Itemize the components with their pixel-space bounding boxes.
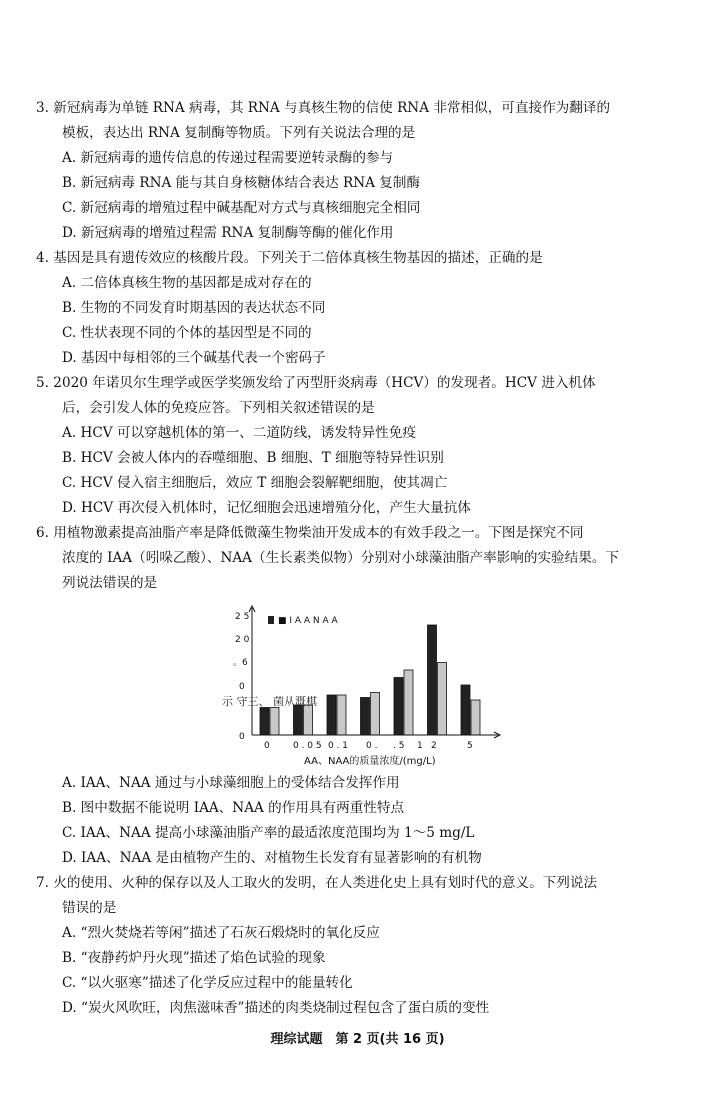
x-tick-label: 5	[467, 741, 473, 751]
q5-option-c: C. HCV 侵入宿主细胞后，效应 T 细胞会裂解靶细胞，使其凋亡	[62, 475, 448, 491]
bar-naa-0.1	[337, 695, 346, 735]
q6-option-d: D. IAA、NAA 是由植物产生的、对植物生长发育有显著影响的有机物	[62, 850, 482, 866]
bar-iaa-0.1	[327, 695, 336, 735]
q3-option-b: B. 新冠病毒 RNA 能与其自身核糖体结合表达 RNA 复制酶	[62, 175, 421, 191]
q6-stem-line2: 浓度的 IAA（吲哚乙酸）、NAA（生长素类似物）分别对小球藻油脂产率影响的实验结果。下	[62, 550, 620, 566]
bar-iaa-5	[461, 685, 470, 735]
x-tick-label: 1	[417, 741, 423, 751]
bar-iaa-1	[394, 678, 403, 736]
x-tick-label: 0 .	[366, 741, 378, 751]
y-tick-label: 0	[239, 682, 245, 692]
page-footer: 理综试题 第 2 页(共 16 页)	[270, 1032, 445, 1047]
x-tick-label: 0 . 1	[328, 741, 349, 751]
q7-option-b: B. “夜静药炉丹火现”描述了焰色试验的现象	[62, 950, 326, 966]
bar-naa-0.5	[371, 693, 380, 736]
q7-stem-line2: 错误的是	[62, 900, 117, 916]
q6-option-a: A. IAA、NAA 通过与小球藻细胞上的受体结合发挥作用	[62, 775, 400, 791]
oil-yield-bar-chart	[220, 598, 510, 770]
bar-naa-0.05	[304, 705, 313, 735]
x-tick-label: 0 . 0 5	[293, 741, 322, 751]
bar-iaa-0.05	[294, 705, 303, 735]
q3-option-d: D. 新冠病毒的增殖过程需 RNA 复制酶等酶的催化作用	[62, 225, 394, 241]
y-tick-label: 2 5	[235, 612, 250, 622]
q3-stem-line1: 3. 新冠病毒为单链 RNA 病毒，其 RNA 与真核生物的信使 RNA 非常相似，可直接作为翻译的	[36, 100, 611, 116]
legend-swatch-iaa	[268, 616, 274, 624]
bar-naa-0	[270, 708, 279, 736]
x-axis-label: AA、NAA的质量浓度/(mg/L)	[304, 756, 436, 767]
q5-option-d: D. HCV 再次侵入机体时，记忆细胞会迅速增殖分化，产生大量抗体	[62, 500, 471, 516]
bar-naa-5	[471, 700, 480, 735]
bar-iaa-0.5	[361, 698, 370, 736]
q4-option-c: C. 性状表现不同的个体的基因型是不同的	[62, 325, 312, 341]
y-tick-label: 。6	[233, 658, 248, 668]
x-tick-label: 2	[431, 741, 437, 751]
y-axis-label: 示 守三、 菌从溉棋	[222, 695, 317, 708]
q6-option-b: B. 图中数据不能说明 IAA、NAA 的作用具有两重性特点	[62, 800, 405, 816]
q7-option-a: A. “烈火焚烧若等闲”描述了石灰石煅烧时的氧化反应	[62, 925, 380, 941]
chart-bars	[260, 625, 480, 735]
q5-stem-line1: 5. 2020 年诺贝尔生理学或医学奖颁发给了丙型肝炎病毒（HCV）的发现者。HCV 进入机体	[36, 375, 596, 391]
y-tick-label: 2 0	[235, 635, 250, 645]
q6-stem-line3: 列说法错误的是	[62, 575, 158, 591]
x-tick-label: 0	[264, 741, 270, 751]
q3-option-a: A. 新冠病毒的遗传信息的传递过程需要逆转录酶的参与	[62, 150, 394, 166]
q4-stem-line1: 4. 基因是具有遗传效应的核酸片段。下列关于二倍体真核生物基因的描述，正确的是	[36, 250, 543, 266]
q7-stem-line1: 7. 火的使用、火种的保存以及人工取火的发明，在人类进化史上具有划时代的意义。下列说法	[36, 875, 598, 891]
q6-option-c: C. IAA、NAA 提高小球藻油脂产率的最适浓度范围均为 1～5 mg/L	[62, 825, 475, 841]
q3-option-c: C. 新冠病毒的增殖过程中碱基配对方式与真核细胞完全相同	[62, 200, 421, 216]
chart-legend: ■ I A A N A A	[278, 616, 338, 626]
bar-iaa-0	[260, 708, 269, 736]
q4-option-a: A. 二倍体真核生物的基因都是成对存在的	[62, 275, 312, 291]
q3-stem-line2: 模板，表达出 RNA 复制酶等物质。下列有关说法合理的是	[62, 125, 416, 141]
y-tick-label: 0	[239, 732, 245, 742]
q4-option-d: D. 基因中每相邻的三个碱基代表一个密码子	[62, 350, 326, 366]
q7-option-c: C. “以火驱寒”描述了化学反应过程中的能量转化	[62, 975, 353, 991]
bar-iaa-2	[428, 625, 437, 735]
q5-option-b: B. HCV 会被人体内的吞噬细胞、B 细胞、T 细胞等特异性识别	[62, 450, 444, 466]
bar-naa-2	[438, 663, 447, 736]
q6-stem-line1: 6. 用植物激素提高油脂产率是降低微藻生物柴油开发成本的有效手段之一。下图是探究不同	[36, 525, 584, 541]
q5-option-a: A. HCV 可以穿越机体的第一、二道防线，诱发特异性免疫	[62, 425, 416, 441]
bar-naa-1	[404, 670, 413, 735]
q5-stem-line2: 后，会引发人体的免疫应答。下列相关叙述错误的是	[62, 400, 375, 416]
x-tick-label: . 5	[393, 741, 405, 751]
q7-option-d: D. “炭火风吹旺，肉焦滋味香”描述的肉类烧制过程包含了蛋白质的变性	[62, 1000, 490, 1016]
q4-option-b: B. 生物的不同发育时期基因的表达状态不同	[62, 300, 326, 316]
